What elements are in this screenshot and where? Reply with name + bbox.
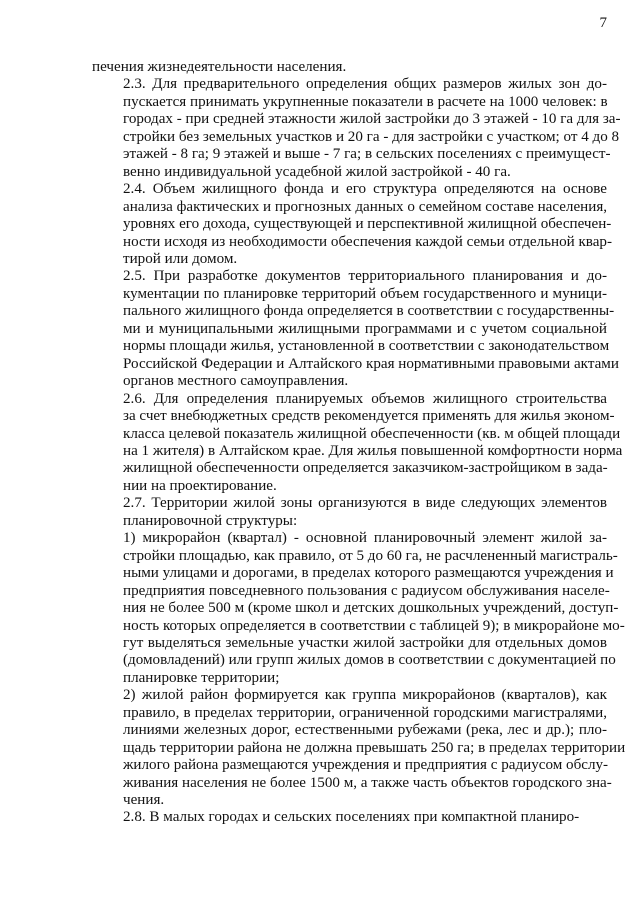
text-line: ми и муниципальными жилищными программами и с учетом социальной bbox=[123, 320, 607, 337]
text-line: этажей - 8 га; 9 этажей и выше - 7 га; в сельских поселениях с преимущест- bbox=[123, 146, 611, 163]
text-line: класса целевой показатель жилищной обеспеченности (кв. м общей площади bbox=[123, 425, 621, 442]
text-line: пускается принимать укрупненные показатели в расчете на 1000 человек: в bbox=[123, 93, 608, 110]
text-line: кументации по планировке территорий объем государственного и муници- bbox=[123, 285, 607, 302]
paragraph-p-2-7-2 bbox=[92, 687, 626, 809]
paragraph-p-2-7 bbox=[92, 495, 607, 530]
text-line: жилого района размещаются учреждения и предприятия с радиусом обслу- bbox=[123, 757, 609, 774]
text-line: за счет внебюджетных средств рекомендуется применять для жилья эконом- bbox=[123, 408, 615, 425]
paragraph-p-2-3 bbox=[92, 76, 621, 181]
document-body bbox=[92, 59, 626, 827]
text-line: нормы площади жилья, установленной в соответствии с законодательством bbox=[123, 338, 610, 355]
text-line: органов местного самоуправления. bbox=[123, 373, 349, 390]
text-line: 2.3. Для предварительного определения общих размеров жилых зон до- bbox=[123, 76, 607, 93]
text-line: 1) микрорайон (квартал) - основной планировочный элемент жилой за- bbox=[123, 530, 607, 547]
text-line: 2.6. Для определения планируемых объемов жилищного строительства bbox=[123, 390, 607, 407]
paragraph-p-2-4 bbox=[92, 181, 612, 268]
text-line: 2) жилой район формируется как группа микрорайонов (кварталов), как bbox=[123, 687, 607, 704]
text-line: живания населения не более 1500 м, а также часть объектов городского зна- bbox=[123, 774, 612, 791]
text-line: пального жилищного фонда определяется в соответствии с государственны- bbox=[123, 303, 615, 320]
paragraph-p-2-8 bbox=[92, 809, 607, 826]
text-line: правило, в пределах территории, ограниченной городскими магистралями, bbox=[123, 704, 607, 721]
page-number: 7 bbox=[599, 15, 607, 31]
text-line: 2.4. Объем жилищного фонда и его структура определяются на основе bbox=[123, 181, 607, 198]
paragraph-continuation bbox=[92, 59, 607, 76]
text-line: ния не более 500 м (кроме школ и детских дошкольных учреждений, доступ- bbox=[123, 600, 619, 617]
text-line: тирой или домом. bbox=[123, 250, 238, 267]
text-line: ности исходя из необходимости обеспечения каждой семьи отдельной квар- bbox=[123, 233, 612, 250]
text-line: стройки без земельных участков и 20 га - для застройки с участком; от 4 до 8 bbox=[123, 128, 620, 145]
text-line: городах - при средней этажности жилой застройки до 3 этажей - 10 га для за- bbox=[123, 111, 621, 128]
text-line: ность которых определяется в соответствии с таблицей 9); в микрорайоне мо- bbox=[123, 617, 625, 634]
text-line: предприятия повседневного пользования с радиусом обслуживания населе- bbox=[123, 582, 610, 599]
text-line: на 1 жителя) в Алтайском крае. Для жилья повышенной комфортности норма bbox=[123, 442, 623, 459]
paragraph-p-2-6 bbox=[92, 390, 623, 496]
text-line: нии на проектирование. bbox=[123, 477, 277, 494]
text-line: чения. bbox=[123, 792, 165, 809]
paragraph-p-2-7-1 bbox=[92, 530, 625, 687]
text-line: 2.8. В малых городах и сельских поселениях при компактной планиро- bbox=[123, 809, 580, 826]
text-line: планировке территории; bbox=[123, 669, 280, 686]
text-line: (домовладений) или групп жилых домов в соответствии с документацией по bbox=[123, 652, 616, 669]
text-line: щадь территории района не должна превышать 250 га; в пределах территории bbox=[123, 739, 626, 756]
text-line: 2.5. При разработке документов территориального планирования и до- bbox=[123, 268, 607, 285]
text-line: жилищной обеспеченности определяется заказчиком-застройщиком в зада- bbox=[123, 460, 608, 477]
text-line: ными улицами и дорогами, в пределах которого размещаются учреждения и bbox=[123, 565, 614, 582]
text-line: анализа фактических и прогнозных данных о семейном составе населения, bbox=[123, 198, 608, 215]
text-line: гут выделяться земельные участки жилой застройки для отдельных домов bbox=[123, 634, 607, 651]
text-line: уровнях его дохода, существующей и перспективной жилищной обеспечен- bbox=[123, 216, 612, 233]
text-line: линиями железных дорог, естественными рубежами (река, лес и др.); пло- bbox=[123, 722, 607, 739]
text-line: Российской Федерации и Алтайского края нормативными правовыми актами bbox=[123, 355, 619, 372]
text-line: планировочной структуры: bbox=[123, 512, 298, 529]
text-line: стройки площадью, как правило, от 5 до 60 га, не расчлененный магистраль- bbox=[123, 547, 618, 564]
text-line: печения жизнедеятельности населения. bbox=[92, 59, 347, 75]
text-line: 2.7. Территории жилой зоны организуются в виде следующих элементов bbox=[123, 495, 607, 512]
text-line: венно индивидуальной усадебной жилой застройкой - 40 га. bbox=[123, 163, 511, 180]
paragraph-p-2-5 bbox=[92, 268, 619, 390]
